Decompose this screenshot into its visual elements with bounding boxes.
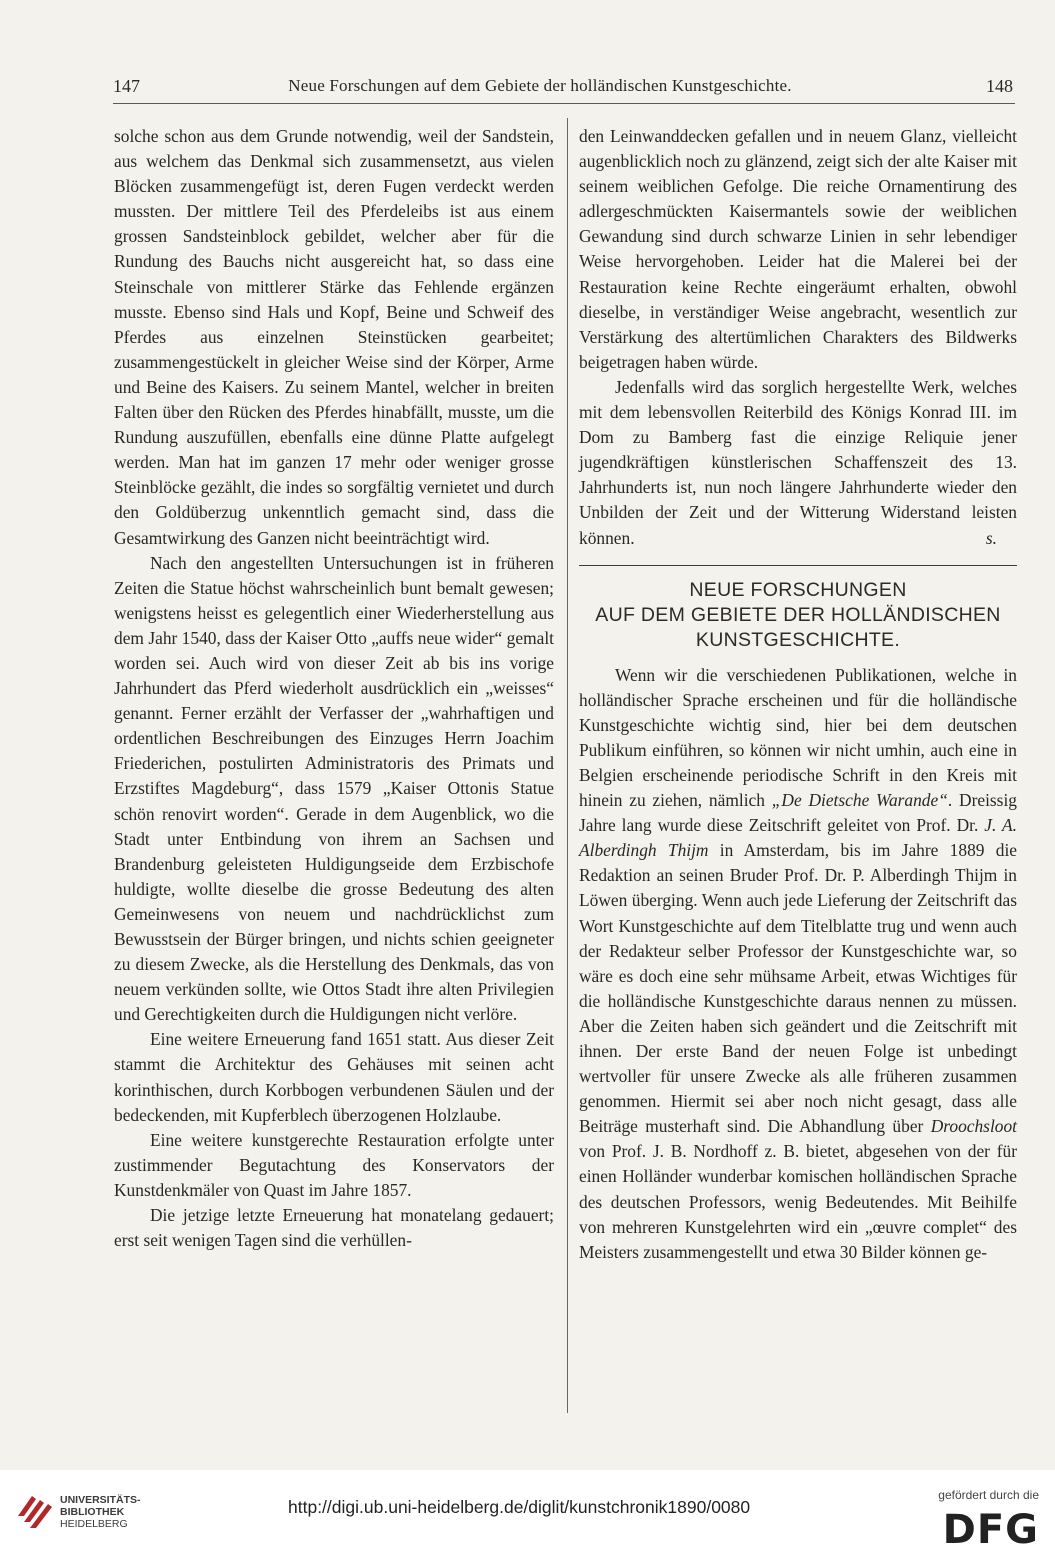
section-rule bbox=[579, 565, 1017, 566]
paragraph: solche schon aus dem Grunde notwendig, weil der Sandstein, aus welchem das Denkmal sich zusammensetzt, aus vielen Blöcken zusammengefügt ist, deren Fugen verdeckt werden mussten. Der mittlere Teil des Pferdeleibs ist aus einem grossen Sandsteinblock gebildet, welcher aber für die Rundung des Bauchs nicht ausgereicht hat, so dass eine Steinschale von mittlerer Stärke das Fehlende ergänzen musste. Ebenso sind Hals und Kopf, Beine und Schweif des Pferdes aus einzelnen Steinstücken gearbeitet; zusammengestückelt in gleicher Weise sind der Körper, Arme und Beine des Kaisers. Zu seinem Mantel, welcher in breiten Falten über den Rücken des Pferdes hinabfällt, musste, um die Rundung auszufüllen, ebenfalls eine dünne Platte aufgelegt werden. Man hat im ganzen 17 mehr oder weniger grosse Steinblöcke gezählt, die indes so sorgfältig vernietet und durch den Goldüberzug unkenntlich gemacht sind, dass die Gesamtwirkung des Ganzen nicht beeinträchtigt wird. bbox=[114, 126, 554, 548]
paragraph: Eine weitere Erneuerung fand 1651 statt. Aus dieser Zeit stammt die Architektur des Gehäuses mit seinen acht korinthischen, durch Korbbogen verbundenen Säulen und der bedeckenden, mit Kupferblech überzogenen Holzlaube. bbox=[114, 1029, 554, 1125]
paragraph: Nach den angestellten Untersuchungen ist in früheren Zeiten die Statue höchst wahrscheinlich bunt bemalt gewesen; wenigstens heisst es gelegentlich einer Wiederherstellung aus dem Jahr 1540, dass der Kaiser Otto „auffs neue wider“ gemalt worden sei. Auch wird von dieser Zeit ab bis ins vorige Jahrhundert das Pferd wiederholt ausdrücklich ein „weisses“ genannt. Ferner erzählt der Verfasser der „wahrhaftigen und ordentlichen Beschreibungen des Einzuges Herrn Joachim Friederichen, postulirten Administratoris des Primats und Erzstiftes Magdeburg“, dass 1579 „Kaiser Ottonis Statue schön renovirt worden“. Gerade in dem Augenblick, wo die Stadt unter Entbindung von ihrem an Sachsen und Brandenburg geleisteten Huldigungseide dem Erzbischofe huldigte, wollte dieselbe die grosse Bedeutung des alten Gemeinwesens von neuem und nachdrücklichst zum Bewusstsein der Bürger bringen, und nichts schien geeigneter zu diesem Zwecke, als die Herstellung des Denkmals, das von neuem verkünden sollte, wie Ottos Stadt ihre alten Privilegien und Gerechtigkeiten durch die Huldigungen nicht verlöre. bbox=[114, 552, 554, 1025]
header-rule bbox=[113, 103, 1015, 104]
dfg-logo: DFG bbox=[942, 1507, 1039, 1553]
paragraph-text: in Amsterdam, bis im Jahre 1889 die Redaktion an seinen Bruder Prof. Dr. P. Alberdingh Thijm in Löwen überging. Wenn auch jede Lieferung der Zeitschrift das Wort Kunstgeschichte auf dem Titelblatte trug und wenn auch der Redakteur selber Professor der Kunstgeschichte war, so wäre es doch eine sehr mühsame Arbeit, etwas Wichtiges für die holländische Kunstgeschichte daraus nennen zu müssen. Aber die Zeiten haben sich geändert und die Zeitschrift mit ihnen. Der erste Band der neuen Folge ist unbedingt wertvoller für unsere Zwecke als alle früheren zusammen genommen. Hiermit sei aber noch nicht gesagt, dass alle Beiträge musterhaft sind. Die Abhandlung über bbox=[579, 840, 1018, 1137]
paragraph-text: Wenn wir die verschiedenen Publikationen, welche in holländischer Sprache erscheinen und für die holländische Kunstgeschichte wichtig sind, hier bei dem deutschen Publikum einführen, so können wir nicht umhin, auch eine in Belgien erscheinende periodische Schrift in den Kreis mit hinein zu ziehen, nämlich bbox=[579, 664, 1017, 811]
column-divider bbox=[567, 118, 568, 1413]
paragraph-text: Jedenfalls wird das sorglich hergestellte Werk, welches mit dem lebensvollen Reiterbild des Königs Konrad III. im Dom zu Bamberg fast die einzige Reliquie jener jugendkräftigen künstlerischen Schaffenszeit des 13. Jahrhunderts ist, nun noch längere Jahrhunderte wieder den Unbilden der Zeit und der Witterung Widerstand leisten können. bbox=[579, 376, 1017, 548]
paragraph: Die jetzige letzte Erneuerung hat monatelang gedauert; erst seit wenigen Tagen sind die verhüllen- bbox=[114, 1205, 554, 1251]
library-name-line: HEIDELBERG bbox=[60, 1518, 128, 1530]
funding-credit bbox=[938, 1488, 1039, 1552]
author-signature: s. bbox=[985, 527, 997, 548]
library-name-line: UNIVERSITÄTS- bbox=[60, 1494, 141, 1506]
section-title-line: AUF DEM GEBIETE DER HOLLÄNDISCHEN bbox=[595, 603, 1001, 626]
paragraph bbox=[579, 663, 1017, 1265]
paragraph bbox=[579, 375, 1017, 551]
left-column bbox=[114, 124, 554, 1253]
section-title-line: KUNSTGESCHICHTE. bbox=[695, 628, 901, 651]
paragraph-text: . Dreissig Jahre lang wurde diese Zeitschrift geleitet von Prof. Dr. bbox=[579, 790, 1017, 836]
footer-bar bbox=[0, 1470, 1055, 1555]
library-name-line: BIBLIOTHEK bbox=[60, 1506, 125, 1518]
running-title: Neue Forschungen auf dem Gebiete der holländischen Kunstgeschichte. bbox=[288, 76, 792, 95]
paragraph-text: von Prof. J. B. Nordhoff z. B. bietet, abgesehen von der für einen Holländer wunderbar komischen holländischen Sprache des deutschen Professors, wenig Bedeutendes. Mit Beihilfe von mehreren Kunstgelehrten wird ein „œuvre complet“ des Meisters zusammengestellt und etwa 30 Bilder können ge- bbox=[579, 1141, 1017, 1262]
permalink-url[interactable]: http://digi.ub.uni-heidelberg.de/diglit/kunstchronik1890/0080 bbox=[288, 1497, 751, 1517]
university-library-logo-icon bbox=[10, 1486, 56, 1532]
page-number-right: 148 bbox=[986, 76, 1013, 96]
artist-name: Droochsloot bbox=[930, 1116, 1017, 1137]
funding-text: gefördert durch die bbox=[938, 1488, 1039, 1502]
page-number-left: 147 bbox=[113, 76, 140, 96]
section-title bbox=[579, 578, 1017, 653]
editor-name: J. A. Alberdingh Thijm bbox=[579, 815, 1017, 861]
section-title-line: NEUE FORSCHUNGEN bbox=[689, 578, 907, 601]
right-column bbox=[579, 124, 1017, 1265]
paragraph: den Leinwanddecken gefallen und in neuem Glanz, vielleicht augenblicklich noch zu glänzend, zeigt sich der alte Kaiser mit seinem weiblichen Gefolge. Die reiche Ornamentirung des adlergeschmückten Kaisermantels sowie der weiblichen Gewandung sind durch schwarze Linien in sehr lebendiger Weise hervorgehoben. Leider hat die Malerei bei der Restauration keine Rechte eingeräumt erhalten, obwohl dieselbe, in verständiger Weise angebracht, wesentlich zur Verstärkung des altertümlichen Charakters des Bildwerks beigetragen haben würde. bbox=[579, 126, 1017, 372]
periodical-title: „De Dietsche Warande“ bbox=[771, 790, 948, 811]
library-name bbox=[60, 1494, 141, 1530]
paragraph: Eine weitere kunstgerechte Restauration erfolgte unter zustimmender Begutachtung des Konservators der Kunstdenkmäler von Quast im Jahre 1857. bbox=[114, 1129, 554, 1200]
